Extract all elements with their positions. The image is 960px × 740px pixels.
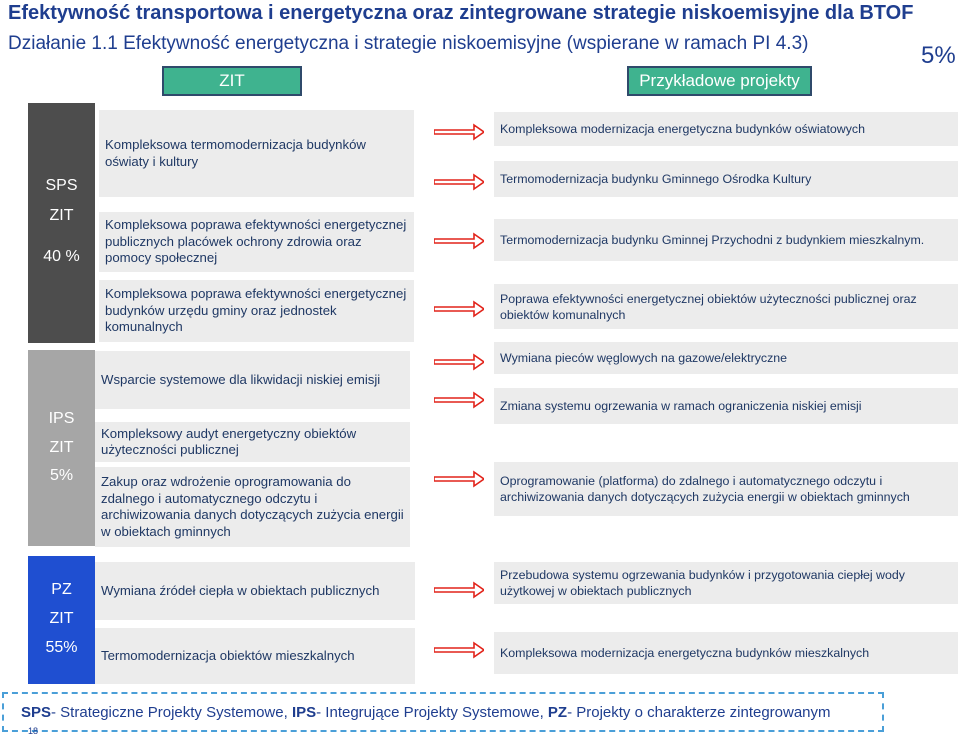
legend-box: SPS - Strategiczne Projekty Systemowe , IPS - Integrujące Projekty Systemowe, PZ - Projekty o charakterze zintegrowanym	[2, 692, 884, 732]
project-item: Termomodernizacja budynku Gminnego Ośrodka Kultury	[494, 161, 958, 197]
zit-item: Termomodernizacja obiektów mieszkalnych	[95, 628, 415, 684]
project-item: Wymiana pieców węglowych na gazowe/elektryczne	[494, 342, 958, 374]
pz-code: PZ	[51, 581, 72, 598]
legend-pz-code: PZ	[547, 703, 568, 721]
sps-zit: ZIT	[49, 207, 74, 224]
sps-band	[28, 103, 95, 343]
ips-zit: ZIT	[49, 439, 74, 456]
zit-item: Wymiana źródeł ciepła w obiektach publicznych	[95, 562, 415, 620]
legend-ips-code: IPS	[291, 703, 317, 721]
ips-band	[28, 350, 95, 546]
project-item: Przebudowa systemu ogrzewania budynków i przygotowania ciepłej wody użytkowej w obiektach publicznych	[494, 562, 958, 604]
right-arrow-icon	[434, 469, 484, 489]
ips-percent: 5%	[49, 467, 74, 484]
sps-percent: 40 %	[43, 248, 80, 265]
project-item: Kompleksowa modernizacja energetyczna budynków oświatowych	[494, 112, 958, 146]
slide-title: Efektywność transportowa i energetyczna oraz zintegrowane strategie niskoemisyjne dla BTOF	[8, 2, 914, 24]
project-item: Oprogramowanie (platforma) do zdalnego i automatycznego odczytu i archiwizowania danych dotyczących zużycia energii w obiektach gminnych	[494, 462, 958, 516]
project-item: Kompleksowa modernizacja energetyczna budynków mieszkalnych	[494, 632, 958, 674]
legend-sps-text: - Strategiczne Projekty Systemowe	[51, 703, 284, 721]
legend-sps-code: SPS	[21, 703, 52, 721]
page-number: 18	[28, 726, 39, 736]
right-arrow-icon	[434, 172, 484, 192]
legend-pz-text: - Projekty o charakterze zintegrowanym	[567, 703, 831, 721]
project-item: Termomodernizacja budynku Gminnej Przychodni z budynkiem mieszkalnym.	[494, 219, 958, 261]
pz-zit: ZIT	[49, 610, 74, 627]
pz-band	[28, 556, 95, 684]
right-arrow-icon	[434, 390, 484, 410]
right-arrow-icon	[434, 640, 484, 660]
zit-item: Kompleksowa termomodernizacja budynków oświaty i kultury	[99, 110, 414, 197]
legend-ips-text: - Integrujące Projekty Systemowe,	[316, 703, 544, 721]
right-arrow-icon	[434, 299, 484, 319]
right-arrow-icon	[434, 231, 484, 251]
sps-code: SPS	[45, 177, 78, 194]
project-item: Poprawa efektywności energetycznej obiektów użyteczności publicznej oraz obiektów komunalnych	[494, 284, 958, 329]
ips-code: IPS	[48, 410, 75, 427]
zit-item: Kompleksowy audyt energetyczny obiektów użyteczności publicznej	[95, 422, 410, 462]
slide-subtitle: Działanie 1.1 Efektywność energetyczna i strategie niskoemisyjne (wspierane w ramach PI 4.3)	[8, 33, 809, 54]
right-arrow-icon	[434, 352, 484, 372]
zit-item: Kompleksowa poprawa efektywności energetycznej budynków urzędu gminy oraz jednostek komunalnych	[99, 280, 414, 342]
right-arrow-icon	[434, 580, 484, 600]
zit-item: Zakup oraz wdrożenie oprogramowania do zdalnego i automatycznego odczytu i archiwizowania danych dotyczących zużycia energii w obiektach gminnych	[95, 467, 410, 547]
projects-header: Przykładowe projekty	[627, 66, 812, 96]
project-item: Zmiana systemu ogrzewania w ramach ograniczenia niskiej emisji	[494, 388, 958, 424]
top-percent: 5%	[921, 42, 956, 69]
pz-percent: 55%	[45, 639, 78, 656]
zit-item: Kompleksowa poprawa efektywności energetycznej publicznych placówek ochrony zdrowia oraz pomocy społecznej	[99, 212, 414, 272]
zit-item: Wsparcie systemowe dla likwidacji niskiej emisji	[95, 351, 410, 409]
right-arrow-icon	[434, 122, 484, 142]
zit-header: ZIT	[162, 66, 302, 96]
